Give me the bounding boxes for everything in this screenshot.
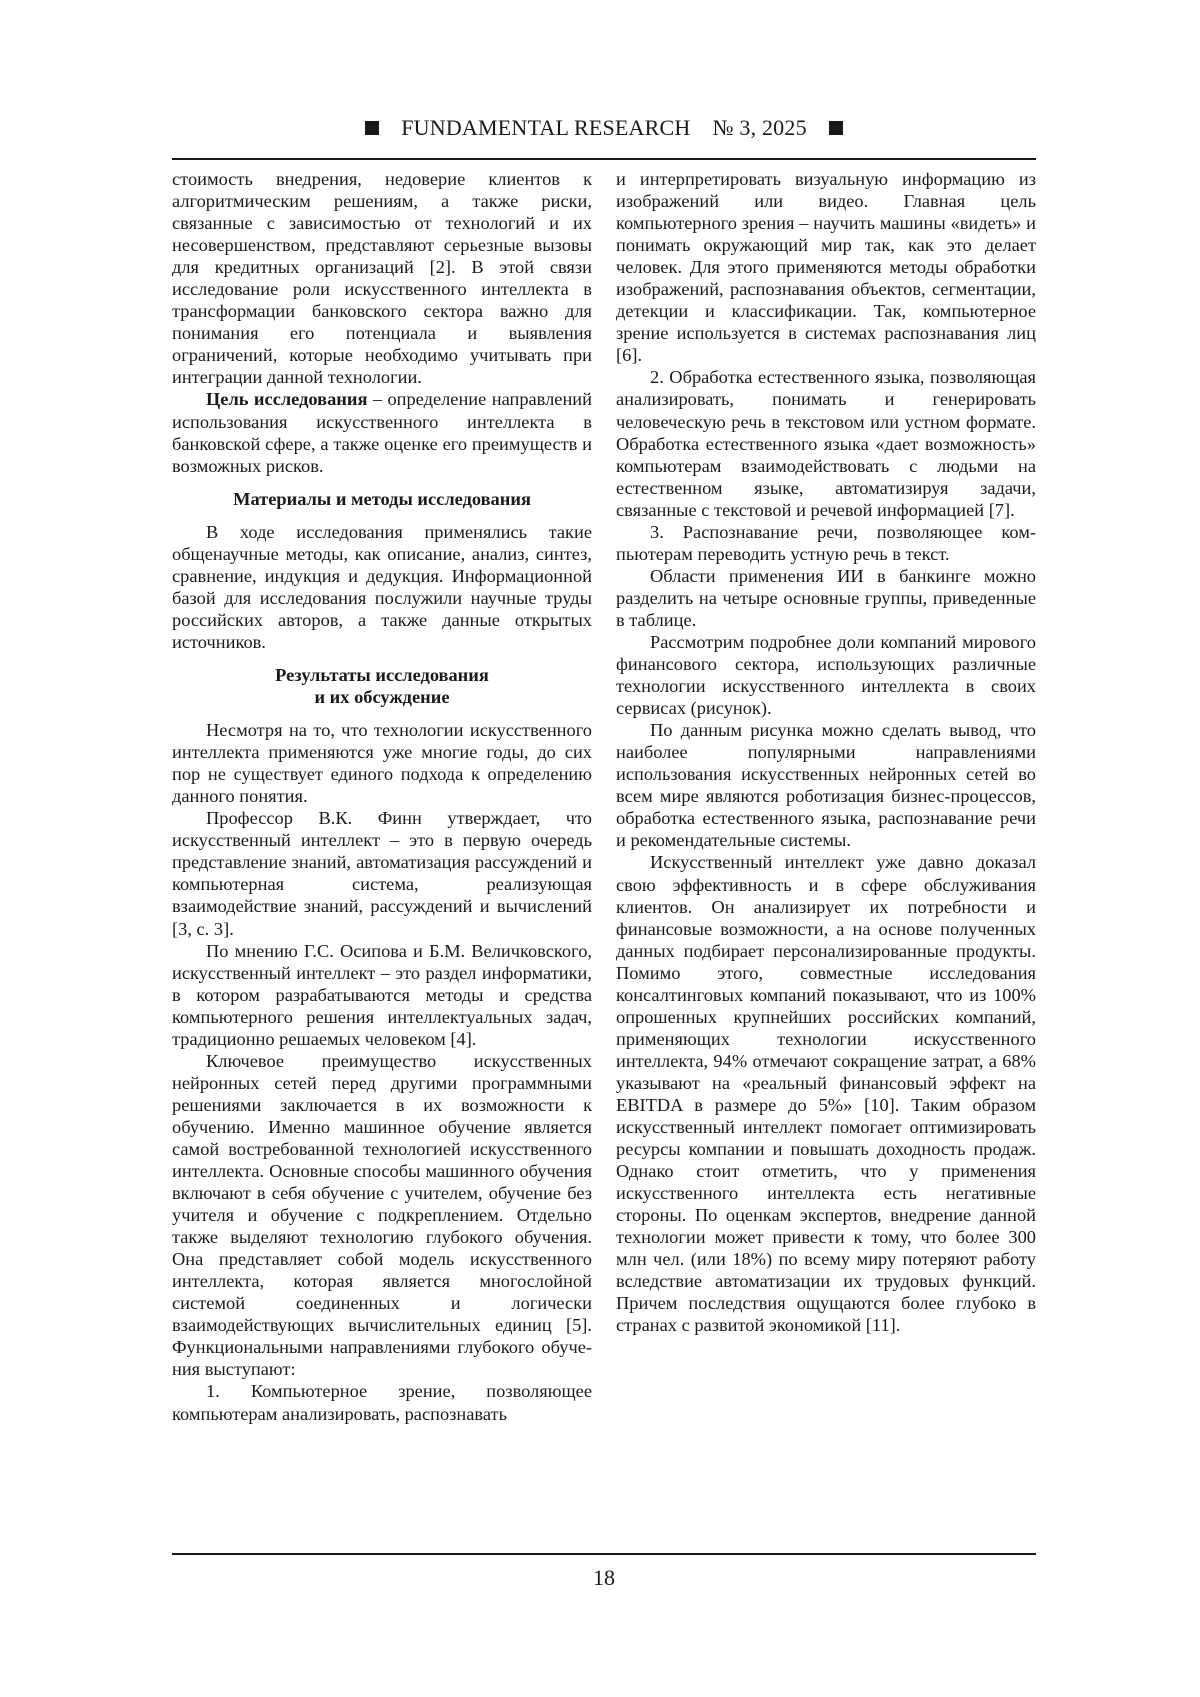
footer-rule [172,1553,1036,1555]
square-bullet-icon [365,121,379,135]
heading-line-1: Результаты исследования [275,664,489,685]
paragraph: В ходе исследования применялись такие общенаучные методы, как описание, анализ, синтез, сравнение, индукция и дедукция. Информационной базой для исследования послужили научные труды российских авторов, а также данные открытых источников. [172,521,592,652]
aim-paragraph [172,388,592,476]
paragraph: и интерпретировать визуальную информацию из изображений или видео. Главная цель компьютерного зрения – научить машины «видеть» и понимать окружающий мир так, как это делает человек. Для этого применяются методы обработки изображений, распознавания объектов, сегментации, детекции и классификации. Так, компьютерное зрение используется в системах распознавания лиц [6]. [616,169,1036,366]
paragraph: По мнению Г.С. Осипова и Б.М. Величковского, искусственный интеллект – это раздел информатики, в котором разрабатываются методы и средства компьютерного решения интеллектуальных задач, традиционно решаемых человеком [4]. [172,940,592,1049]
paragraph: Несмотря на то, что технологии искусственного интеллекта применяются уже многие годы, до сих пор не существует единого подхода к определению данного понятия. [172,720,592,807]
issue-number: № 3, 2025 [712,115,807,140]
journal-title: FUNDAMENTAL RESEARCH [401,115,691,140]
left-column [172,168,592,1425]
paragraph: Профессор В.К. Финн утверждает, что искусственный интеллект – это в первую очередь представление знаний, автоматизация рассуждений и компьютерная система, реализующая взаимодействие знаний, рассуждений и вычислений [3, с. 3]. [172,808,592,939]
running-header [172,108,1036,148]
paragraph: 3. Распознавание речи, позволяющее компьютерам переводить устную речь в текст. [616,521,1036,564]
aim-label: Цель исследования [206,389,368,410]
right-column [616,168,1036,1336]
paragraph: стоимость внедрения, недоверие клиентов к алгоритмическим решениям, а также риски, связанные с зависимостью от технологий и их несовершенством, представляют серьезные вызовы для кредитных организаций [2]. В этой связи исследование роли искусственного интеллекта в трансформации банковского сектора важно для понимания его потенциала и выявления ограничений, которые необходимо учитывать при интеграции данной технологии. [172,169,592,388]
paragraph: Области применения ИИ в банкинге можно разделить на четыре основные группы, приведенные в таблице. [616,565,1036,630]
paragraph: Ключевое преимущество искусственных нейронных сетей перед другими программными решениями заключается в их возможности к обучению. Именно машинное обучение является самой востребованной технологией искусственного интеллекта. Основные способы машинного обучения включают в себя обучение с учителем, обучение без учителя и обучение с подкреплением. Отдельно также выделяют технологию глубокого обучения. Она представляет собой модель искусственного интеллекта, которая является многослойной системой соединенных и логически взаимодействующих вычислительных единиц [5]. Функциональными направлениями глубокого обучения выступают: [172,1050,592,1380]
heading-text: Материалы и методы исследования [233,488,531,509]
section-heading-results [172,664,592,708]
square-bullet-icon [829,121,843,135]
page-number: 18 [593,1565,615,1590]
section-heading-methods [172,488,592,510]
paragraph: По данным рисунка можно сделать вывод, что наиболее популярными направлениями использования искусственных нейронных сетей во всем мире являются роботизация бизнес-процессов, обработка естественного языка, распознавание речи и рекомендательные системы. [616,720,1036,851]
paragraph: Искусственный интеллект уже давно доказал свою эффективность и в сфере обслуживания клиентов. Он анализирует их потребности и финансовые возможности, а на основе полученных данных подбирает персонализированные продукты. Помимо этого, совместные исследования консалтинговых компаний показывают, что из 100% опрошенных крупнейших российских компаний, применяющих технологии искусственного интеллекта, 94% отмечают сокращение затрат, а 68% указывают на «реальный финансовый эффект на EBITDA в размере до 5%» [10]. Таким образом искусственный интеллект помогает оптимизировать ресурсы компании и повышать доходность продаж. Однако стоит отметить, что у применения искусственного интеллекта есть негативные стороны. По оценкам экспертов, внедрение данной технологии может привести к тому, что более 300 млн чел. (или 18%) по всему миру потеряют работу вследствие автоматизации их трудовых функций. Причем последствия ощущаются более глубоко в странах с развитой экономикой [11]. [616,852,1036,1336]
paragraph: Рассмотрим подробнее доли компаний мирового финансового сектора, использующих различные технологии искусственного интеллекта в своих сервисах (рисунок). [616,631,1036,719]
aim-text: – определение направлений использования искусственного интеллекта в банковской сфере, а также оценке его преимуществ и возможных рисков. [172,389,592,476]
heading-line-2: и их обсуждение [314,687,450,708]
header-rule [172,158,1036,160]
paragraph: 2. Обработка естественного языка, позволяющая анализировать, понимать и генерировать человеческую речь в текстовом или устном формате. Обработка естественного языка «дает возможность» компьютерам взаимодействовать с людьми на естественном языке, автоматизируя задачи, связанные с текстовой и речевой информацией [7]. [616,367,1036,520]
paragraph: 1. Компьютерное зрение, позволяющее компьютерам анализировать, распознавать [172,1381,592,1424]
